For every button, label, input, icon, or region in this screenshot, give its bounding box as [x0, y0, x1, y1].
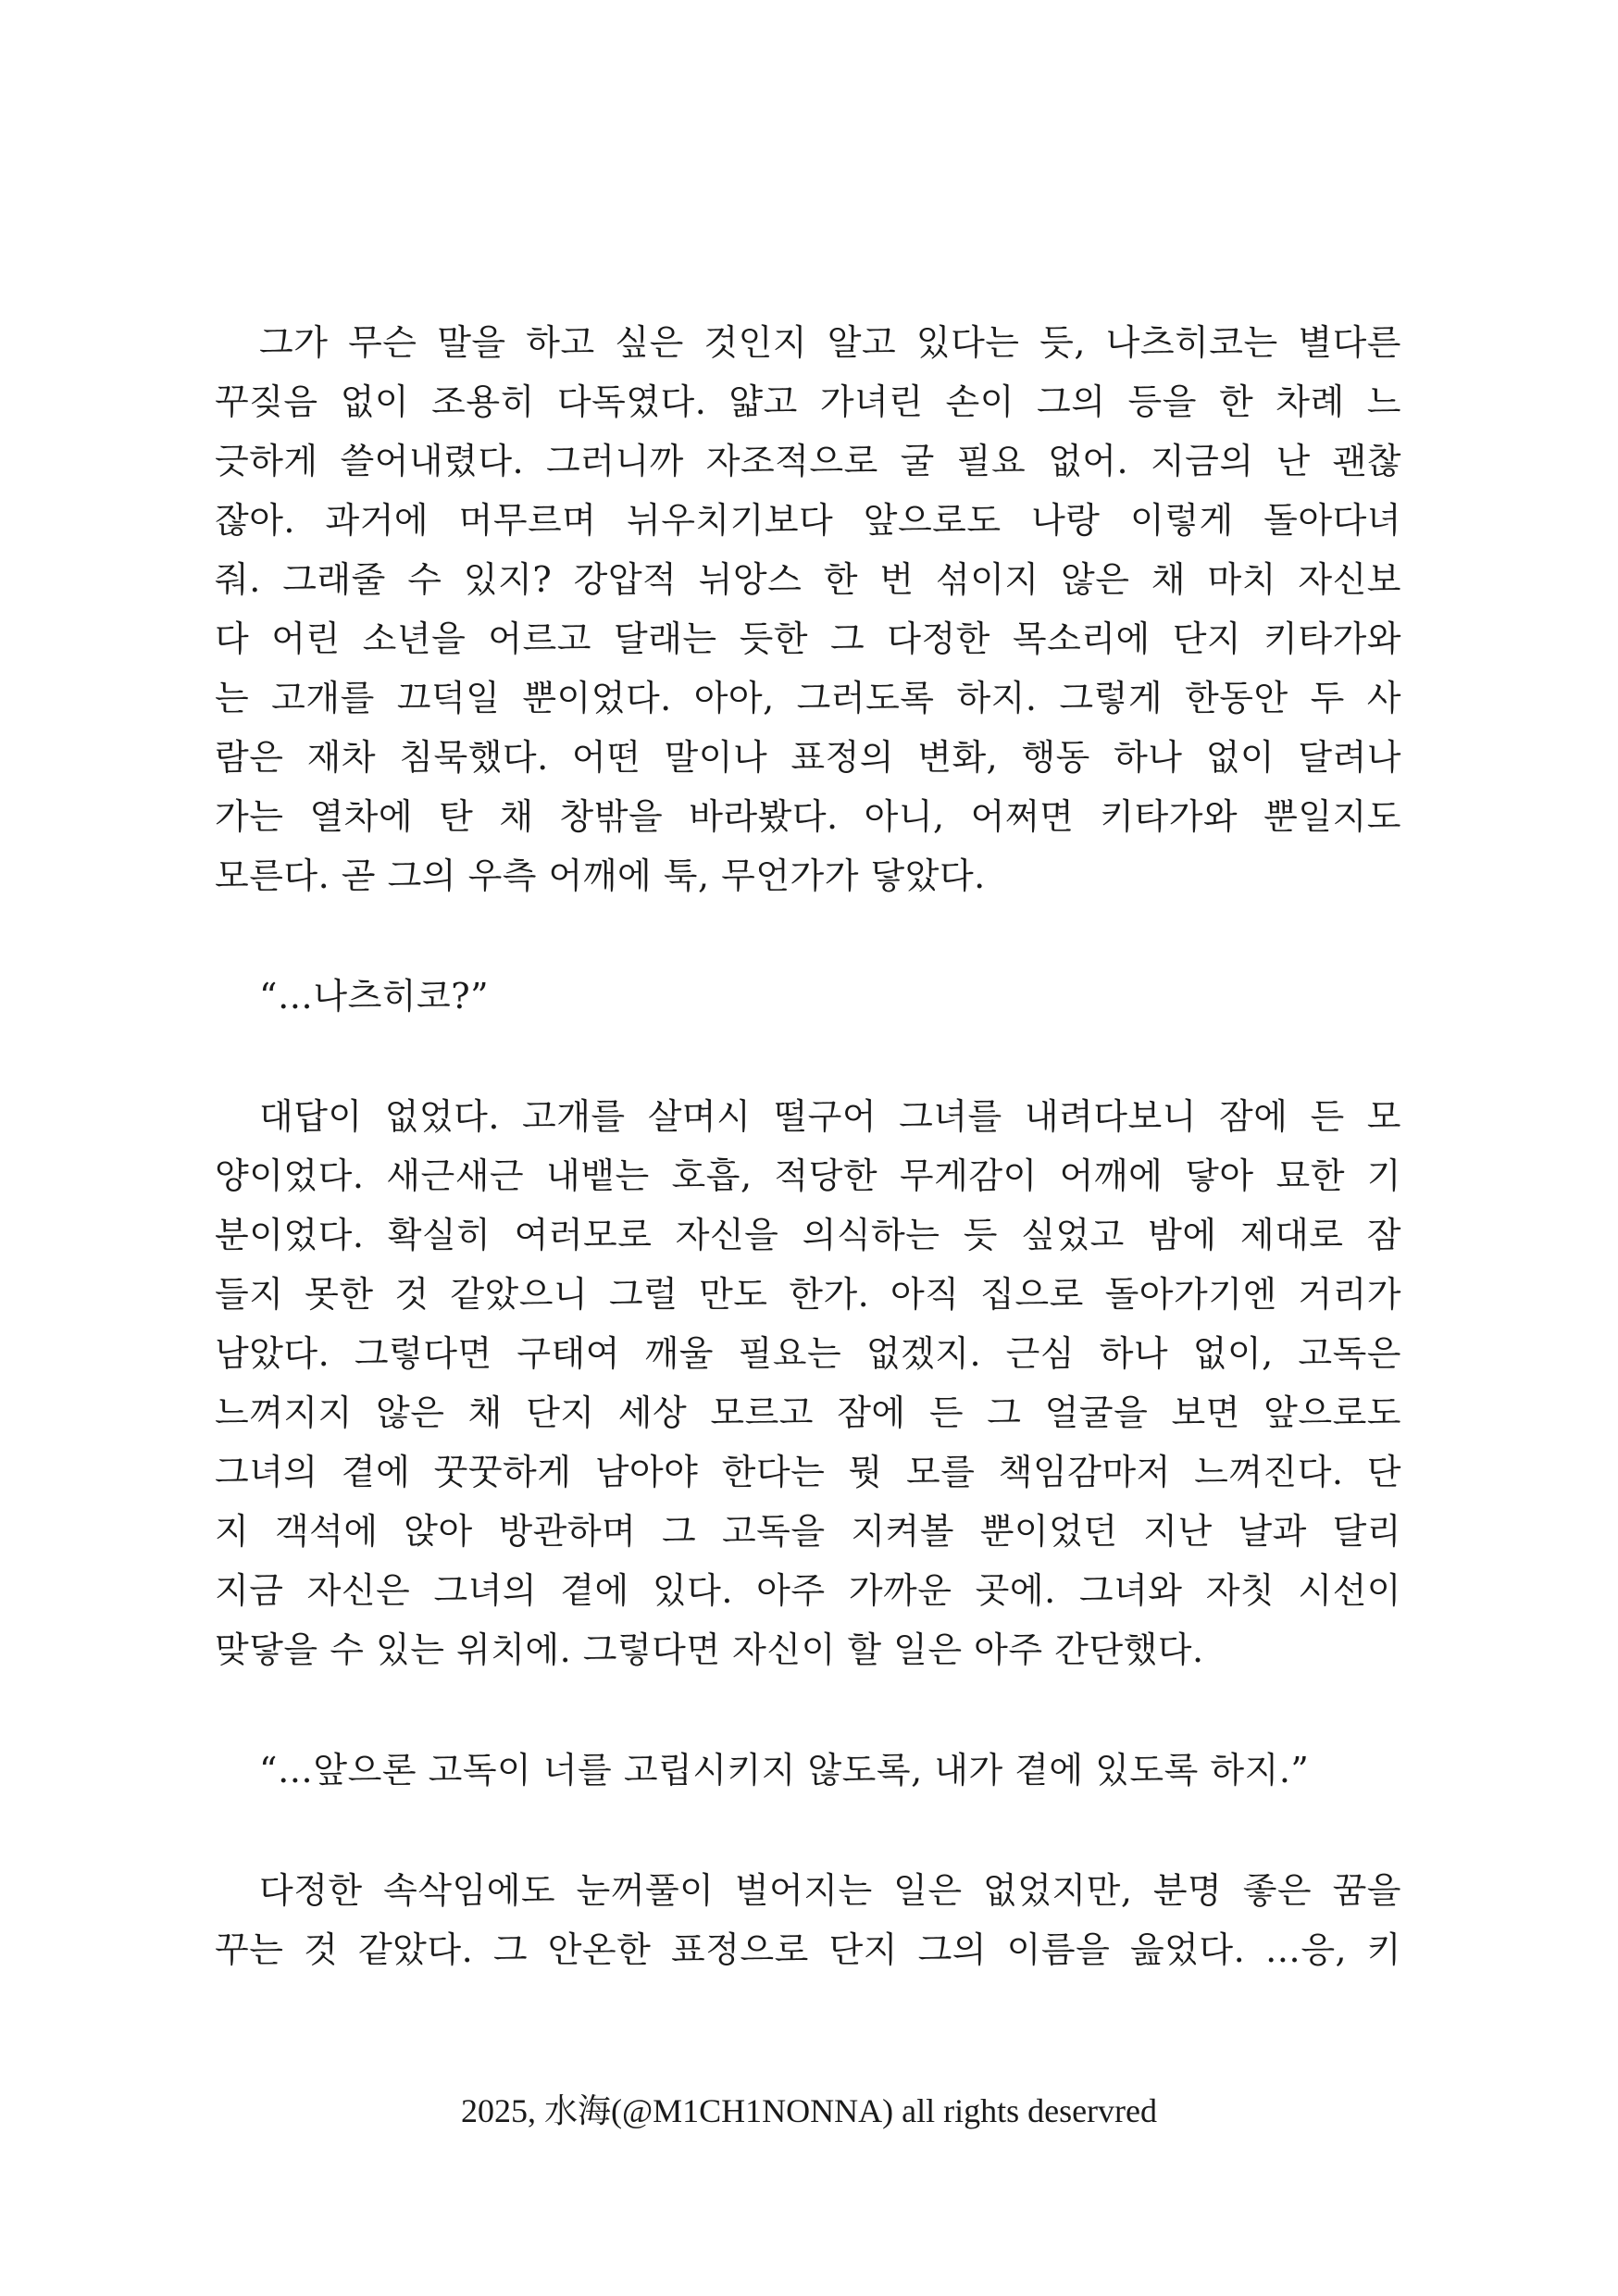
text-line: 느껴지지 않은 채 단지 세상 모르고 잠에 든 그 얼굴을 보면 앞으로도 [215, 1392, 1401, 1433]
text-line: 그녀의 곁에 꿋꿋하게 남아야 한다는 뭣 모를 책임감마저 느껴진다. 단 [215, 1452, 1401, 1492]
story-text [215, 313, 1401, 1979]
text-line: 분이었다. 확실히 여러모로 자신을 의식하는 듯 싶었고 밤에 제대로 잠 [215, 1215, 1401, 1255]
text-line: 모른다. 곧 그의 우측 어깨에 툭, 무언가가 닿았다. [215, 855, 986, 896]
paragraph-2 [215, 1087, 1401, 1679]
text-line: 지 객석에 앉아 방관하며 그 고독을 지켜볼 뿐이었던 지난 날과 달리 [215, 1511, 1401, 1552]
text-line: 다 어린 소년을 어르고 달래는 듯한 그 다정한 목소리에 단지 키타가와 [215, 618, 1401, 659]
text-line: 꾸는 것 같았다. 그 안온한 표정으로 단지 그의 이름을 읊었다. …응, 키 [215, 1929, 1401, 1970]
text-line: 남았다. 그렇다면 구태여 깨울 필요는 없겠지. 근심 하나 없이, 고독은 [215, 1333, 1401, 1374]
paragraph-gap [215, 1026, 1401, 1087]
dialogue-line-2: “…앞으론 고독이 너를 고립시키지 않도록, 내가 곁에 있도록 하지.” [259, 1750, 1310, 1791]
text-line: 잖아. 과거에 머무르며 뉘우치기보다 앞으로도 나랑 이렇게 돌아다녀 [215, 500, 1401, 541]
text-line: 가는 열차에 탄 채 창밖을 바라봤다. 아니, 어쩌면 키타가와 뿐일지도 [215, 796, 1401, 837]
paragraph-gap [215, 905, 1401, 967]
paragraph-gap [215, 1679, 1401, 1741]
text-line: 줘. 그래줄 수 있지? 강압적 뉘앙스 한 번 섞이지 않은 채 마치 자신보 [215, 559, 1401, 600]
text-line: 맞닿을 수 있는 위치에. 그렇다면 자신이 할 일은 아주 간단했다. [215, 1629, 1204, 1670]
paragraph-3 [215, 1861, 1401, 1979]
paragraph-1 [215, 313, 1401, 905]
text-line: 양이었다. 새근새근 내뱉는 호흡, 적당한 무게감이 어깨에 닿아 묘한 기 [215, 1155, 1401, 1196]
text-line: 대답이 없었다. 고개를 살며시 떨구어 그녀를 내려다보니 잠에 든 모 [259, 1096, 1401, 1137]
text-line: 꾸짖음 없이 조용히 다독였다. 얇고 가녀린 손이 그의 등을 한 차례 느 [215, 381, 1401, 422]
dialogue-line-1: “…나츠히코?” [259, 976, 490, 1017]
text-line: 긋하게 쓸어내렸다. 그러니까 자조적으로 굴 필요 없어. 지금의 난 괜찮 [215, 441, 1401, 481]
text-line: 다정한 속삭임에도 눈꺼풀이 벌어지는 일은 없었지만, 분명 좋은 꿈을 [259, 1870, 1401, 1911]
copyright-footer: 2025, 水海(@M1CH1NONNA) all rights deservred [460, 2092, 1158, 2129]
text-line: 는 고개를 끄덕일 뿐이었다. 아아, 그러도록 하지. 그렇게 한동안 두 사 [215, 678, 1401, 718]
text-line: 들지 못한 것 같았으니 그럴 만도 한가. 아직 집으로 돌아가기엔 거리가 [215, 1274, 1401, 1315]
text-line: 지금 자신은 그녀의 곁에 있다. 아주 가까운 곳에. 그녀와 자칫 시선이 [215, 1570, 1401, 1611]
text-line: 람은 재차 침묵했다. 어떤 말이나 표정의 변화, 행동 하나 없이 달려나 [215, 737, 1401, 778]
text-line: 그가 무슨 말을 하고 싶은 것인지 알고 있다는 듯, 나츠히코는 별다른 [259, 322, 1401, 363]
paragraph-gap [215, 1800, 1401, 1861]
